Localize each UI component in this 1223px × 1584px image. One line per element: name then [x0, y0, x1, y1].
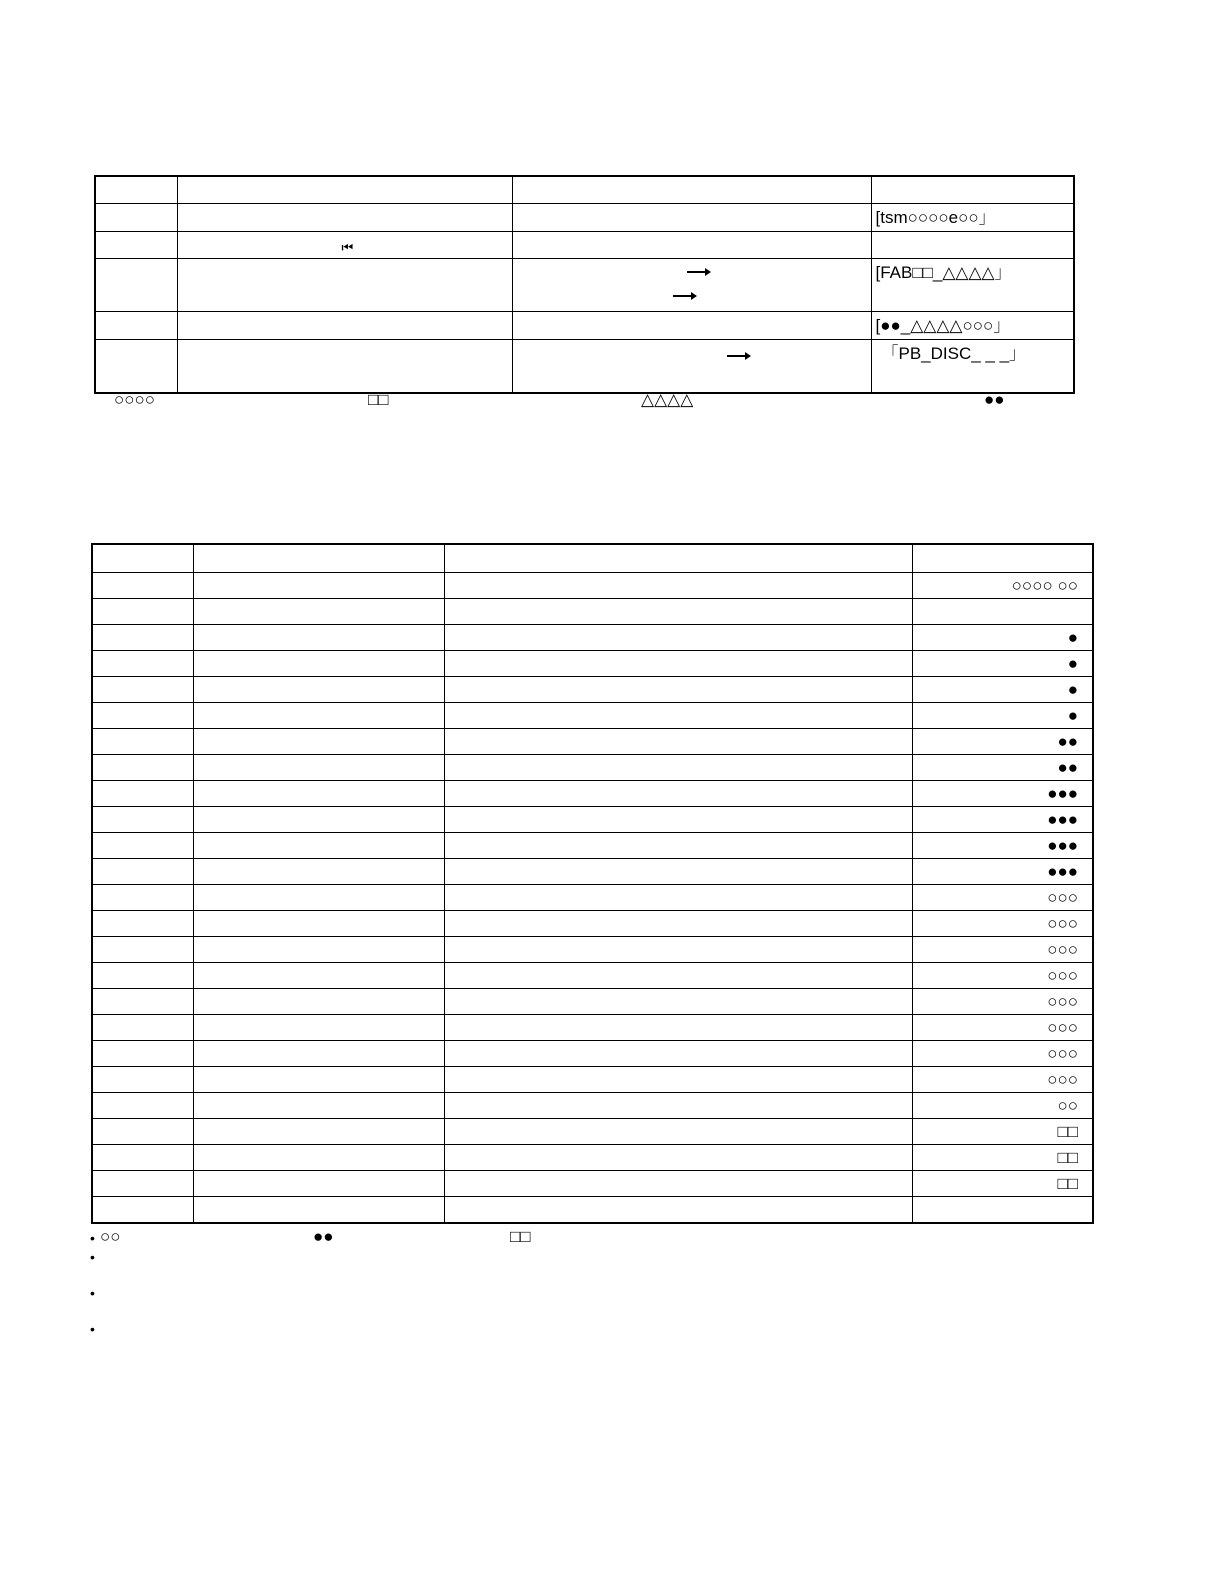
table-row: [92, 963, 1093, 989]
cell: [92, 963, 193, 989]
cell: [444, 625, 912, 651]
bullet: •: [90, 1249, 95, 1265]
cell: [95, 231, 177, 258]
cell: [92, 1171, 193, 1197]
cell-symbol: ●●●: [912, 833, 1093, 859]
table-row: [95, 258, 1074, 311]
cell-symbol: ○○○: [912, 885, 1093, 911]
cell: [444, 729, 912, 755]
cell: [92, 1041, 193, 1067]
cell: [193, 1197, 444, 1224]
cell: [871, 231, 1074, 258]
cell: [193, 1093, 444, 1119]
cell: [193, 859, 444, 885]
cell: [444, 1067, 912, 1093]
table-row: [92, 781, 1093, 807]
cell: [92, 807, 193, 833]
table-row: [92, 1041, 1093, 1067]
cell: [193, 1171, 444, 1197]
cell: [193, 599, 444, 625]
table-row: [92, 1093, 1093, 1119]
cell: [193, 989, 444, 1015]
table-row: [92, 1171, 1093, 1197]
arrow-right-icon: [727, 355, 749, 357]
table-row: [92, 937, 1093, 963]
table-row: [95, 231, 1074, 258]
cell: [92, 911, 193, 937]
cell: [92, 651, 193, 677]
cell: [512, 231, 871, 258]
cell: [92, 833, 193, 859]
cell: [193, 1015, 444, 1041]
cell: [193, 573, 444, 599]
skip-back-icon: ⏮: [341, 239, 352, 255]
cell: [193, 937, 444, 963]
cell: [444, 807, 912, 833]
cell: [512, 203, 871, 231]
cell: [193, 651, 444, 677]
cell-symbol: ○○: [912, 1093, 1093, 1119]
cell-symbol: ○○○: [912, 937, 1093, 963]
cell: [95, 176, 177, 203]
cell: [92, 1119, 193, 1145]
cell: [193, 544, 444, 573]
cell: [193, 703, 444, 729]
arrow-right-icon: [687, 271, 709, 273]
cell: [193, 1119, 444, 1145]
cell: [444, 1145, 912, 1171]
cell: [92, 1197, 193, 1224]
table-row: [92, 833, 1093, 859]
table-row: [92, 573, 1093, 599]
table-row: [92, 859, 1093, 885]
cell-symbol: ○○○: [912, 963, 1093, 989]
cell: [512, 339, 871, 393]
cell: [92, 989, 193, 1015]
table-row: [92, 885, 1093, 911]
cell: [444, 833, 912, 859]
cell: [512, 311, 871, 339]
table-row: [95, 176, 1074, 203]
cell-symbol: [912, 1197, 1093, 1224]
table-row: [92, 807, 1093, 833]
bullet: •: [90, 1285, 95, 1301]
cell: [444, 544, 912, 573]
cell: [444, 677, 912, 703]
cell: [444, 937, 912, 963]
cell: [193, 1067, 444, 1093]
cell: [92, 1093, 193, 1119]
cell-symbol: □□: [912, 1119, 1093, 1145]
cell: [193, 729, 444, 755]
cell: [444, 911, 912, 937]
cell: [177, 339, 512, 393]
table-row: [92, 651, 1093, 677]
cell-symbol: ●●●: [912, 781, 1093, 807]
cell: [95, 339, 177, 393]
table-row: [95, 311, 1074, 339]
cell: [444, 1171, 912, 1197]
cell-symbol: ●●●: [912, 807, 1093, 833]
cell-symbol: ○○○○ ○○: [912, 573, 1093, 599]
cell: [92, 885, 193, 911]
cell: [444, 755, 912, 781]
cell: [444, 1041, 912, 1067]
table-row: [92, 755, 1093, 781]
cell: [92, 544, 193, 573]
footnote-symbol: □□: [510, 1227, 531, 1246]
cell: [193, 911, 444, 937]
cell: [177, 311, 512, 339]
table-row: [92, 544, 1093, 573]
cell: [871, 176, 1074, 203]
cell: [512, 176, 871, 203]
table-row: [92, 703, 1093, 729]
cell-symbol: ○○○: [912, 911, 1093, 937]
cell: [444, 963, 912, 989]
cell-symbol: ●●: [912, 729, 1093, 755]
cell: [193, 1145, 444, 1171]
arrow-right-icon: [673, 295, 695, 297]
cell: [444, 781, 912, 807]
footnote-symbol: ●●: [984, 390, 1005, 409]
cell: [444, 1119, 912, 1145]
table-row: [92, 911, 1093, 937]
table-row: [92, 1015, 1093, 1041]
cell: [193, 833, 444, 859]
table-1: [94, 175, 1075, 394]
cell-symbol: [tsm○○○○e○○」: [871, 203, 1074, 231]
cell: [95, 258, 177, 311]
cell: [444, 1197, 912, 1224]
cell: [92, 1015, 193, 1041]
cell: [193, 1041, 444, 1067]
cell: [177, 203, 512, 231]
cell: [92, 599, 193, 625]
cell: [444, 989, 912, 1015]
footnote-symbol: ●●: [313, 1227, 334, 1246]
cell: [95, 203, 177, 231]
cell: [444, 599, 912, 625]
cell: [512, 258, 871, 311]
table-row: [95, 203, 1074, 231]
cell-symbol: ●: [912, 625, 1093, 651]
cell: [193, 963, 444, 989]
cell-symbol: ○○○: [912, 989, 1093, 1015]
footnote-symbol: △△△△: [641, 390, 694, 409]
cell-symbol: ●: [912, 703, 1093, 729]
cell: [193, 625, 444, 651]
table-row: [92, 1067, 1093, 1093]
cell: [92, 1145, 193, 1171]
cell: [92, 1067, 193, 1093]
footnote-symbol: ○○: [100, 1227, 121, 1246]
cell: [193, 807, 444, 833]
footnote-symbol: □□: [368, 390, 389, 409]
cell-symbol: ●●: [912, 755, 1093, 781]
cell: [95, 311, 177, 339]
cell: [92, 625, 193, 651]
table-row: [92, 729, 1093, 755]
cell-symbol: [912, 599, 1093, 625]
footnote-symbol: ○○○○: [114, 390, 156, 409]
table-row: [92, 599, 1093, 625]
cell-symbol: □□: [912, 1171, 1093, 1197]
table-row: [92, 989, 1093, 1015]
table-row: [95, 339, 1074, 393]
cell-symbol: ○○○: [912, 1015, 1093, 1041]
cell-symbol: ○○○: [912, 1041, 1093, 1067]
cell-symbol: [●●_△△△△○○○」: [871, 311, 1074, 339]
bullet: •: [90, 1230, 95, 1246]
cell: [92, 729, 193, 755]
table-row: [92, 1197, 1093, 1224]
cell-symbol: 「PB_DISC_ _ _」: [871, 339, 1074, 393]
cell: [444, 1093, 912, 1119]
cell: [92, 781, 193, 807]
cell: [444, 703, 912, 729]
bullet: •: [90, 1321, 95, 1337]
cell: [444, 1015, 912, 1041]
cell: [92, 859, 193, 885]
cell: [193, 885, 444, 911]
cell: [444, 885, 912, 911]
cell-symbol: ●: [912, 651, 1093, 677]
table-row: [92, 677, 1093, 703]
cell-symbol: ●: [912, 677, 1093, 703]
cell: [92, 573, 193, 599]
cell: [177, 231, 512, 258]
table-2: [91, 543, 1094, 1224]
table-row: [92, 1119, 1093, 1145]
table-row: [92, 1145, 1093, 1171]
cell: [193, 677, 444, 703]
cell: [92, 937, 193, 963]
cell: [444, 573, 912, 599]
cell-symbol: [912, 544, 1093, 573]
cell: [92, 677, 193, 703]
cell: [177, 176, 512, 203]
cell-symbol: [FAB□□_△△△△」: [871, 258, 1074, 311]
cell: [444, 651, 912, 677]
cell-symbol: □□: [912, 1145, 1093, 1171]
cell: [444, 859, 912, 885]
cell: [92, 703, 193, 729]
cell: [193, 755, 444, 781]
cell: [193, 781, 444, 807]
table-row: [92, 625, 1093, 651]
cell-symbol: ○○○: [912, 1067, 1093, 1093]
cell: [177, 258, 512, 311]
cell-symbol: ●●●: [912, 859, 1093, 885]
cell: [92, 755, 193, 781]
